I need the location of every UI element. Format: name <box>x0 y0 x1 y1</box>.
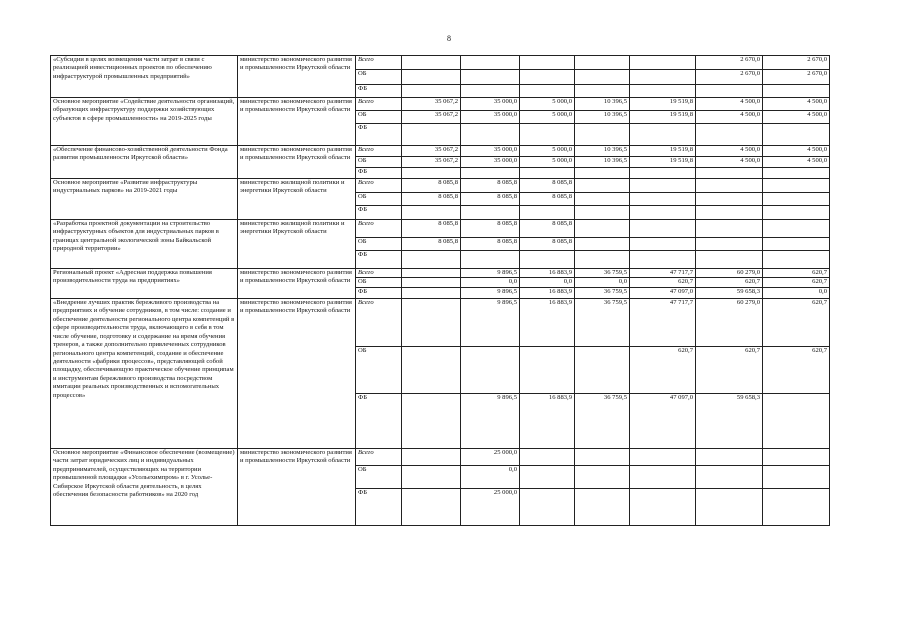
amount-cell: 8 085,8 <box>461 238 520 251</box>
amount-cell: 620,7 <box>763 298 830 346</box>
amount-cell: 10 396,5 <box>575 98 630 111</box>
amount-cell: 0,0 <box>520 278 575 287</box>
funding-source-label: ОБ <box>356 278 402 287</box>
amount-cell <box>402 206 461 220</box>
amount-cell: 9 896,5 <box>461 298 520 346</box>
amount-cell <box>630 220 696 238</box>
amount-cell: 0,0 <box>461 465 520 488</box>
amount-cell: 9 896,5 <box>461 269 520 278</box>
amount-cell: 16 883,9 <box>520 287 575 298</box>
amount-cell <box>575 346 630 393</box>
amount-cell <box>520 124 575 146</box>
amount-cell <box>630 56 696 70</box>
amount-cell: 620,7 <box>763 269 830 278</box>
activity-name: Основное мероприятие «Финансовое обеспечение (возмещение) части затрат юридических лиц и индивидуальных предпринимателей, осуществляющих на территории промышленной площадки «Усольехимпром» в г. Усолье-Сибирское Иркутской области деятельность, в целях обеспечения безопасности работников» на 2020 год <box>51 448 238 525</box>
amount-cell <box>461 251 520 269</box>
executor-name: министерство экономического развития и промышленности Иркутской области <box>238 56 356 98</box>
amount-cell <box>575 465 630 488</box>
amount-cell: 4 500,0 <box>763 146 830 157</box>
amount-cell: 35 067,2 <box>402 111 461 124</box>
amount-cell <box>763 85 830 98</box>
amount-cell: 16 883,9 <box>520 298 575 346</box>
amount-cell: 19 519,8 <box>630 157 696 168</box>
amount-cell <box>575 85 630 98</box>
amount-cell <box>520 168 575 179</box>
amount-cell: 35 067,2 <box>402 146 461 157</box>
amount-cell <box>520 448 575 465</box>
amount-cell <box>402 465 461 488</box>
amount-cell: 10 396,5 <box>575 157 630 168</box>
amount-cell <box>630 238 696 251</box>
amount-cell: 19 519,8 <box>630 111 696 124</box>
amount-cell <box>402 393 461 448</box>
amount-cell: 35 000,0 <box>461 111 520 124</box>
amount-cell <box>575 448 630 465</box>
amount-cell <box>402 298 461 346</box>
amount-cell: 36 759,5 <box>575 298 630 346</box>
amount-cell <box>763 168 830 179</box>
amount-cell <box>575 70 630 85</box>
funding-source-label: Всего <box>356 269 402 278</box>
amount-cell: 36 759,5 <box>575 393 630 448</box>
amount-cell <box>402 56 461 70</box>
funding-source-label: Всего <box>356 220 402 238</box>
amount-cell <box>630 488 696 525</box>
executor-name: министерство экономического развития и промышленности Иркутской области <box>238 146 356 179</box>
table-row <box>51 146 830 157</box>
amount-cell: 5 000,0 <box>520 146 575 157</box>
funding-source-label: ФБ <box>356 251 402 269</box>
table-row <box>51 98 830 111</box>
amount-cell <box>575 56 630 70</box>
amount-cell: 8 085,8 <box>520 220 575 238</box>
amount-cell <box>696 85 763 98</box>
amount-cell <box>763 206 830 220</box>
amount-cell <box>520 56 575 70</box>
amount-cell: 47 097,0 <box>630 287 696 298</box>
amount-cell <box>461 168 520 179</box>
amount-cell <box>630 465 696 488</box>
amount-cell <box>696 179 763 193</box>
amount-cell <box>520 465 575 488</box>
amount-cell <box>763 488 830 525</box>
amount-cell: 36 759,5 <box>575 287 630 298</box>
funding-source-label: ОБ <box>356 157 402 168</box>
amount-cell: 4 500,0 <box>696 111 763 124</box>
activity-name: Региональный проект «Адресная поддержка повышения производительности труда на предприятиях» <box>51 269 238 299</box>
amount-cell: 35 000,0 <box>461 157 520 168</box>
amount-cell <box>402 269 461 278</box>
amount-cell: 4 500,0 <box>763 98 830 111</box>
amount-cell <box>402 168 461 179</box>
amount-cell: 9 896,5 <box>461 287 520 298</box>
amount-cell: 25 000,0 <box>461 488 520 525</box>
amount-cell: 620,7 <box>763 278 830 287</box>
amount-cell <box>630 85 696 98</box>
amount-cell <box>696 168 763 179</box>
amount-cell <box>520 206 575 220</box>
amount-cell: 36 759,5 <box>575 269 630 278</box>
amount-cell: 0,0 <box>763 287 830 298</box>
amount-cell <box>630 70 696 85</box>
amount-cell: 4 500,0 <box>763 157 830 168</box>
amount-cell <box>696 251 763 269</box>
amount-cell: 25 000,0 <box>461 448 520 465</box>
funding-source-label: ОБ <box>356 238 402 251</box>
amount-cell: 35 067,2 <box>402 157 461 168</box>
funding-source-label: ОБ <box>356 465 402 488</box>
amount-cell: 620,7 <box>696 278 763 287</box>
amount-cell: 8 085,8 <box>461 193 520 206</box>
table-row <box>51 298 830 346</box>
executor-name: министерство жилищной политики и энергетики Иркутской области <box>238 179 356 220</box>
executor-name: министерство экономического развития и промышленности Иркутской области <box>238 269 356 299</box>
amount-cell: 8 085,8 <box>402 238 461 251</box>
amount-cell <box>696 220 763 238</box>
funding-source-label: ОБ <box>356 70 402 85</box>
activity-name: Основное мероприятие «Развитие инфраструктуры индустриальных парков» на 2019-2021 годы <box>51 179 238 220</box>
page-number: 8 <box>447 34 451 43</box>
amount-cell <box>696 488 763 525</box>
table-row <box>51 448 830 465</box>
amount-cell: 47 717,7 <box>630 298 696 346</box>
amount-cell <box>696 238 763 251</box>
amount-cell: 5 000,0 <box>520 157 575 168</box>
amount-cell <box>630 124 696 146</box>
amount-cell: 59 658,3 <box>696 287 763 298</box>
funding-source-label: ФБ <box>356 287 402 298</box>
amount-cell <box>630 206 696 220</box>
amount-cell <box>520 70 575 85</box>
amount-cell <box>575 124 630 146</box>
amount-cell <box>402 278 461 287</box>
activity-name: «Обеспечение финансово-хозяйственной деятельности Фонда развития промышленности Иркутской области» <box>51 146 238 179</box>
amount-cell <box>402 70 461 85</box>
amount-cell: 5 000,0 <box>520 98 575 111</box>
amount-cell <box>696 193 763 206</box>
amount-cell <box>630 251 696 269</box>
funding-source-label: Всего <box>356 448 402 465</box>
funding-source-label: Всего <box>356 298 402 346</box>
amount-cell <box>696 465 763 488</box>
amount-cell: 10 396,5 <box>575 146 630 157</box>
amount-cell <box>461 346 520 393</box>
amount-cell: 35 000,0 <box>461 146 520 157</box>
amount-cell: 8 085,8 <box>461 220 520 238</box>
executor-name: министерство экономического развития и промышленности Иркутской области <box>238 98 356 146</box>
activity-name: «Субсидии в целях возмещения части затрат в связи с реализацией инвестиционных проектов по обеспечению инфраструктурой промышленных предприятий» <box>51 56 238 98</box>
amount-cell: 35 067,2 <box>402 98 461 111</box>
table-row <box>51 220 830 238</box>
funding-source-label: Всего <box>356 179 402 193</box>
amount-cell <box>402 124 461 146</box>
amount-cell <box>763 193 830 206</box>
amount-cell: 2 670,0 <box>763 56 830 70</box>
amount-cell: 60 279,0 <box>696 298 763 346</box>
amount-cell <box>461 85 520 98</box>
table-row <box>51 269 830 278</box>
amount-cell <box>575 168 630 179</box>
amount-cell <box>575 251 630 269</box>
amount-cell <box>763 448 830 465</box>
amount-cell <box>402 85 461 98</box>
amount-cell <box>630 179 696 193</box>
amount-cell <box>461 70 520 85</box>
amount-cell <box>763 465 830 488</box>
amount-cell: 8 085,8 <box>520 179 575 193</box>
amount-cell: 620,7 <box>630 346 696 393</box>
amount-cell: 620,7 <box>696 346 763 393</box>
amount-cell: 47 717,7 <box>630 269 696 278</box>
amount-cell <box>575 220 630 238</box>
amount-cell: 16 883,9 <box>520 393 575 448</box>
amount-cell: 4 500,0 <box>696 98 763 111</box>
amount-cell <box>763 393 830 448</box>
amount-cell: 35 000,0 <box>461 98 520 111</box>
amount-cell: 2 670,0 <box>696 56 763 70</box>
amount-cell: 620,7 <box>630 278 696 287</box>
amount-cell: 4 500,0 <box>696 146 763 157</box>
amount-cell <box>520 251 575 269</box>
amount-cell <box>575 206 630 220</box>
funding-source-label: Всего <box>356 146 402 157</box>
amount-cell: 8 085,8 <box>402 220 461 238</box>
amount-cell <box>402 287 461 298</box>
amount-cell <box>575 238 630 251</box>
amount-cell: 2 670,0 <box>696 70 763 85</box>
amount-cell <box>696 124 763 146</box>
amount-cell <box>763 220 830 238</box>
amount-cell <box>461 124 520 146</box>
budget-table <box>50 55 830 526</box>
amount-cell: 620,7 <box>763 346 830 393</box>
amount-cell: 8 085,8 <box>402 179 461 193</box>
executor-name: министерство экономического развития и промышленности Иркутской области <box>238 448 356 525</box>
amount-cell <box>630 193 696 206</box>
amount-cell: 10 396,5 <box>575 111 630 124</box>
amount-cell <box>630 448 696 465</box>
funding-source-label: ФБ <box>356 393 402 448</box>
amount-cell: 0,0 <box>575 278 630 287</box>
table-row <box>51 56 830 70</box>
amount-cell: 19 519,8 <box>630 98 696 111</box>
amount-cell: 47 097,0 <box>630 393 696 448</box>
amount-cell: 8 085,8 <box>520 238 575 251</box>
amount-cell <box>696 206 763 220</box>
amount-cell <box>575 488 630 525</box>
amount-cell <box>763 124 830 146</box>
amount-cell <box>520 346 575 393</box>
funding-source-label: Всего <box>356 98 402 111</box>
amount-cell: 8 085,8 <box>461 179 520 193</box>
funding-source-label: ФБ <box>356 206 402 220</box>
amount-cell: 16 883,9 <box>520 269 575 278</box>
funding-source-label: Всего <box>356 56 402 70</box>
amount-cell: 9 896,5 <box>461 393 520 448</box>
funding-source-label: ОБ <box>356 346 402 393</box>
amount-cell <box>402 448 461 465</box>
amount-cell: 59 658,3 <box>696 393 763 448</box>
amount-cell <box>696 448 763 465</box>
amount-cell <box>763 251 830 269</box>
funding-source-label: ФБ <box>356 488 402 525</box>
amount-cell <box>402 346 461 393</box>
amount-cell <box>461 206 520 220</box>
funding-source-label: ФБ <box>356 85 402 98</box>
executor-name: министерство жилищной политики и энергетики Иркутской области <box>238 220 356 269</box>
amount-cell <box>461 56 520 70</box>
funding-source-label: ОБ <box>356 111 402 124</box>
activity-name: «Разработка проектной документации на строительство инфраструктурных объектов для индустриальных парков в границах центральной экологической зоны Байкальской природной территории» <box>51 220 238 269</box>
amount-cell <box>575 193 630 206</box>
amount-cell <box>763 238 830 251</box>
amount-cell: 8 085,8 <box>520 193 575 206</box>
funding-source-label: ОБ <box>356 193 402 206</box>
amount-cell <box>402 488 461 525</box>
amount-cell <box>520 488 575 525</box>
funding-source-label: ФБ <box>356 124 402 146</box>
amount-cell <box>630 168 696 179</box>
amount-cell: 4 500,0 <box>696 157 763 168</box>
activity-name: Основное мероприятие «Содействие деятельности организаций, образующих инфраструктуру поддержки хозяйствующих субъектов в сфере промышленности» на 2019-2025 годы <box>51 98 238 146</box>
amount-cell <box>402 251 461 269</box>
amount-cell: 2 670,0 <box>763 70 830 85</box>
activity-name: «Внедрение лучших практик бережливого производства на предприятиях и обучение сотрудников, в том числе: создание и обеспечение деятельности регионального центра компетенций в сфере производительности труда, включающего в себя в том числе обучение, подготовку и содержание на время обучения тренеров, а также дополнительно привлеченных сотрудников регионального центра компетенций, создание и обеспечение деятельности «фабрики процессов», представляющей собой площадку, обеспечивающую практическое обучение принципам и инструментам бережливого производства посредством имитации реальных производственных и вспомогательных процессов» <box>51 298 238 448</box>
table-row <box>51 179 830 193</box>
executor-name: министерство экономического развития и промышленности Иркутской области <box>238 298 356 448</box>
amount-cell <box>520 85 575 98</box>
amount-cell: 5 000,0 <box>520 111 575 124</box>
amount-cell: 19 519,8 <box>630 146 696 157</box>
amount-cell: 4 500,0 <box>763 111 830 124</box>
amount-cell <box>763 179 830 193</box>
amount-cell: 60 279,0 <box>696 269 763 278</box>
amount-cell <box>575 179 630 193</box>
funding-source-label: ФБ <box>356 168 402 179</box>
amount-cell: 8 085,8 <box>402 193 461 206</box>
amount-cell: 0,0 <box>461 278 520 287</box>
